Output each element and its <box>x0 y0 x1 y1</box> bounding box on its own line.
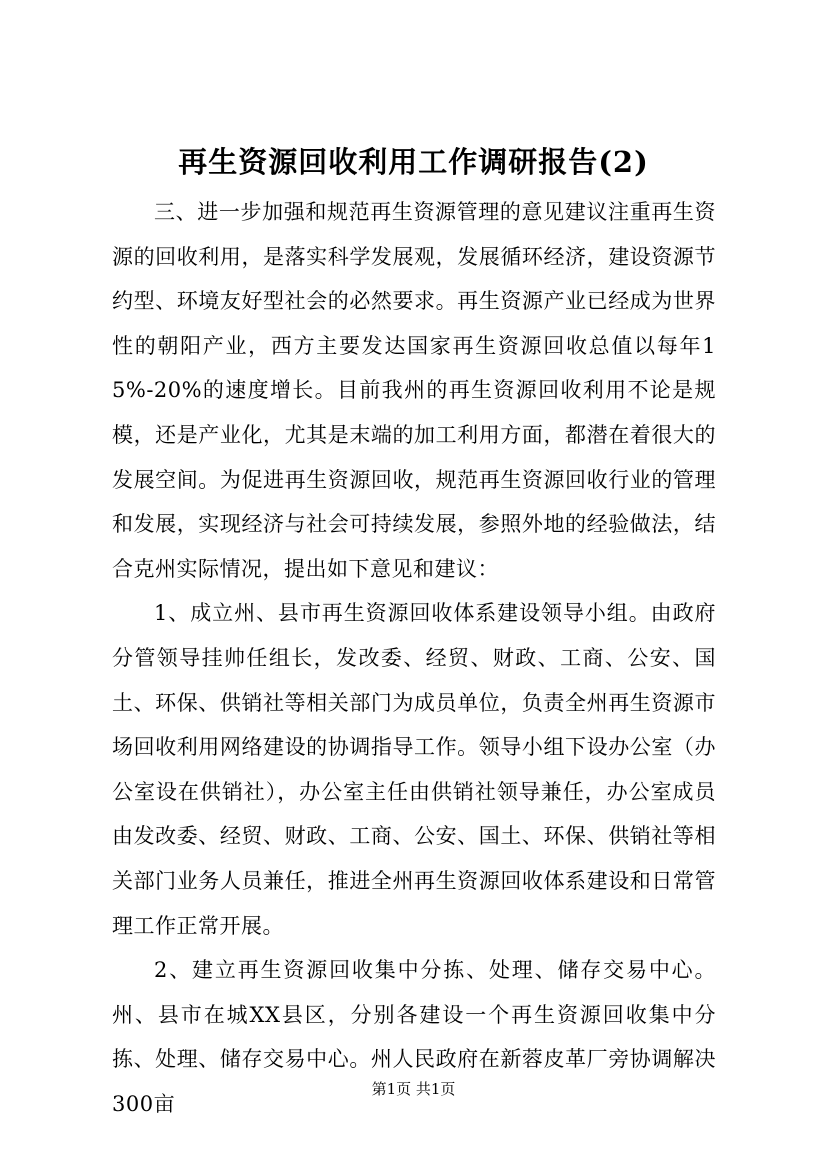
paragraph-item-2: 2、建立再生资源回收集中分拣、处理、储存交易中心。州、县市在城XX县区，分别各建设一个再生资源回收集中分拣、处理、储存交易中心。州人民政府在新蓉皮革厂旁协调解决300亩 <box>112 958 716 1116</box>
document-body <box>112 190 716 1126</box>
paragraph-item-1: 1、成立州、县市再生资源回收体系建设领导小组。由政府分管领导挂帅任组长，发改委、经贸、财政、工商、公安、国土、环保、供销社等相关部门为成员单位，负责全州再生资源市场回收利用网络建设的协调指导工作。领导小组下设办公室（办公室设在供销社），办公室主任由供销社领导兼任，办公室成员由发改委、经贸、财政、工商、公安、国土、环保、供销社等相关部门业务人员兼任，推进全州再生资源回收体系建设和日常管理工作正常开展。 <box>112 601 716 938</box>
paragraph-intro: 三、进一步加强和规范再生资源管理的意见建议注重再生资源的回收利用，是落实科学发展观，发展循环经济，建设资源节约型、环境友好型社会的必然要求。再生资源产业已经成为世界性的朝阳产业，西方主要发达国家再生资源回收总值以每年15%-20%的速度增长。目前我州的再生资源回收利用不论是规模，还是产业化，尤其是末端的加工利用方面，都潜在着很大的发展空间。为促进再生资源回收，规范再生资源回收行业的管理和发展，实现经济与社会可持续发展，参照外地的经验做法，结合克州实际情况，提出如下意见和建议： <box>112 200 716 581</box>
page-number-footer: 第1页 共1页 <box>371 1080 456 1098</box>
document-title: 再生资源回收利用工作调研报告(2) <box>178 145 649 179</box>
